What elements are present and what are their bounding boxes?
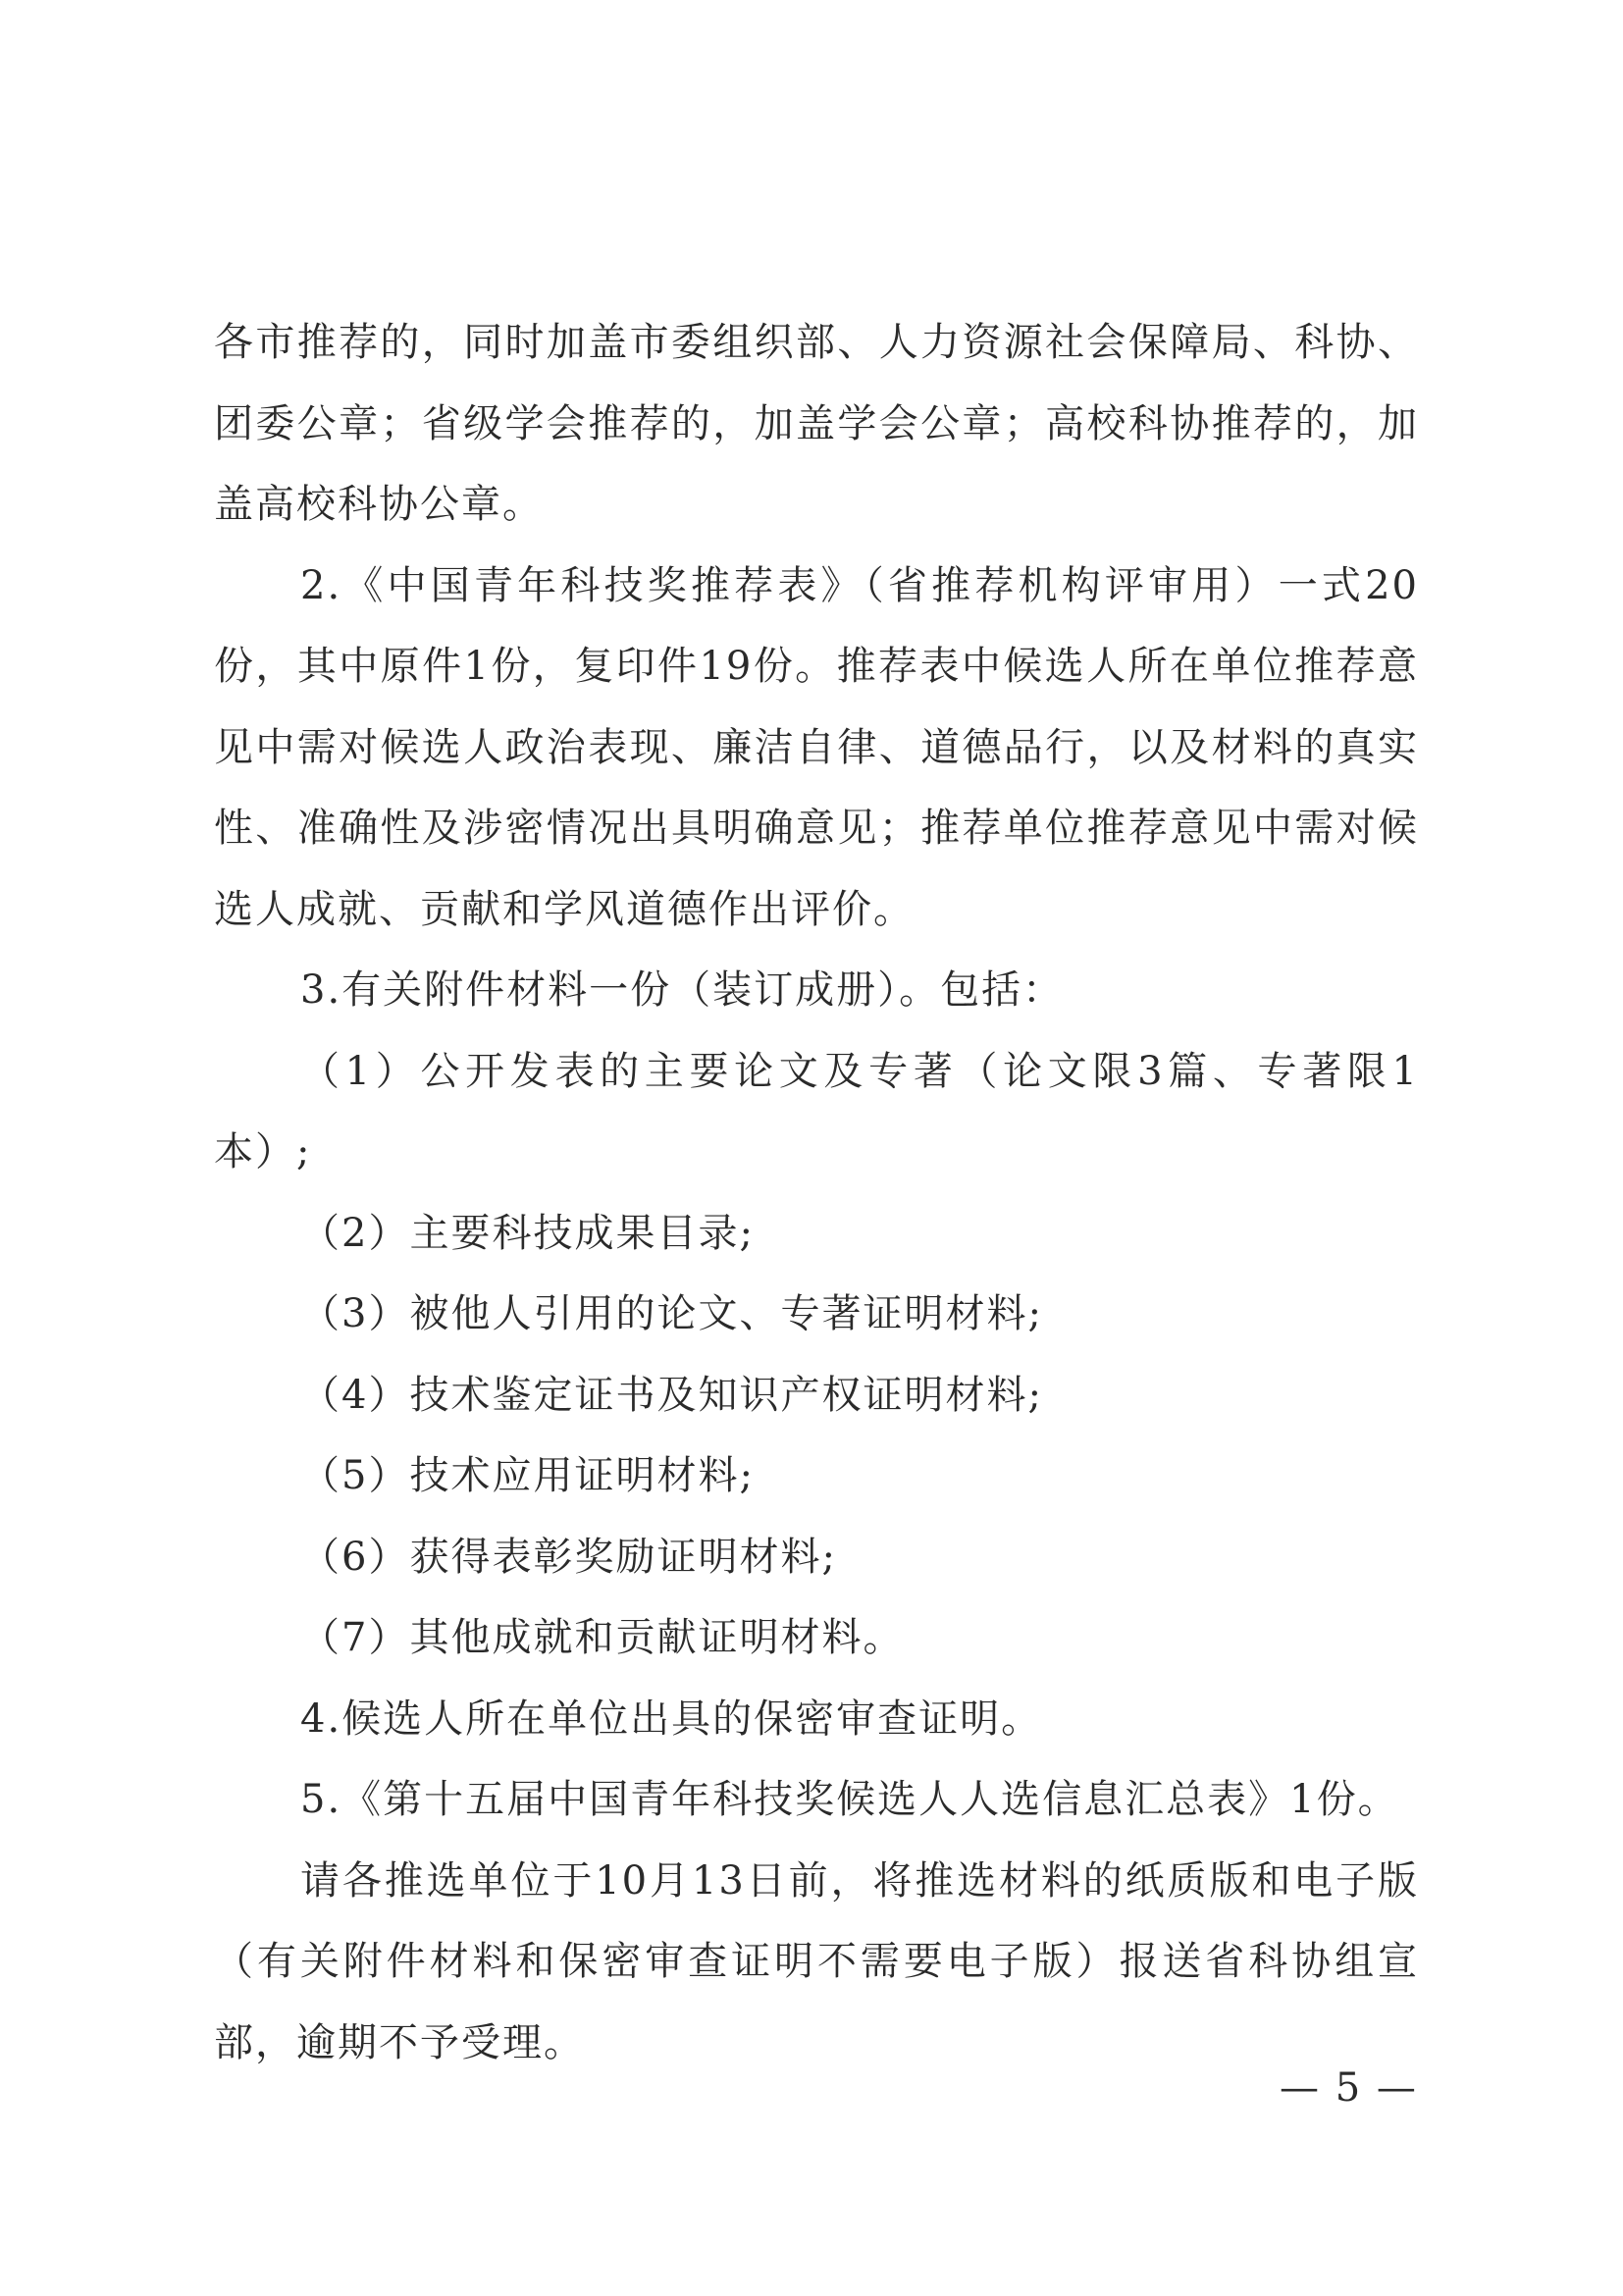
paragraph-seal-requirements: 各市推荐的，同时加盖市委组织部、人力资源社会保障局、科协、团委公章；省级学会推荐的，加盖学会公章；高校科协推荐的，加盖高校科协公章。 [214, 320, 1419, 527]
list-item-awards: （6）获得表彰奖励证明材料; [300, 1534, 837, 1580]
list-item-ip: （4）技术鉴定证书及知识产权证明材料; [300, 1372, 1043, 1418]
list-item-papers: （1）公开发表的主要论文及专著（论文限3篇、专著限1本）; [214, 1048, 1419, 1174]
list-item-application: （5）技术应用证明材料; [300, 1453, 755, 1498]
body-text [214, 302, 1419, 2083]
paragraph-item-4: 4.候选人所在单位出具的保密审查证明。 [300, 1696, 1043, 1742]
list-item-achievements: （2）主要科技成果目录; [300, 1210, 755, 1256]
paragraph-item-2: 2.《中国青年科技奖推荐表》（省推荐机构评审用）一式20份，其中原件1份，复印件19份。推荐表中候选人所在单位推荐意见中需对候选人政治表现、廉洁自律、道德品行，以及材料的真实性、准确性及涉密情况出具明确意见；推荐单位推荐意见中需对候选人成就、贡献和学风道德作出评价。 [214, 562, 1419, 932]
list-item-citations: （3）被他人引用的论文、专著证明材料; [300, 1291, 1043, 1336]
paragraph-item-3: 3.有关附件材料一份（装订成册）。包括： [300, 967, 1065, 1013]
list-item-other: （7）其他成就和贡献证明材料。 [300, 1615, 905, 1660]
paragraph-item-5: 5.《第十五届中国青年科技奖候选人人选信息汇总表》1份。 [300, 1777, 1399, 1822]
page-number: — 5 — [1280, 2065, 1418, 2111]
paragraph-deadline: 请各推选单位于10月13日前，将推选材料的纸质版和电子版（有关附件材料和保密审查证明不需要电子版）报送省科协组宣部，逾期不予受理。 [214, 1857, 1419, 2065]
